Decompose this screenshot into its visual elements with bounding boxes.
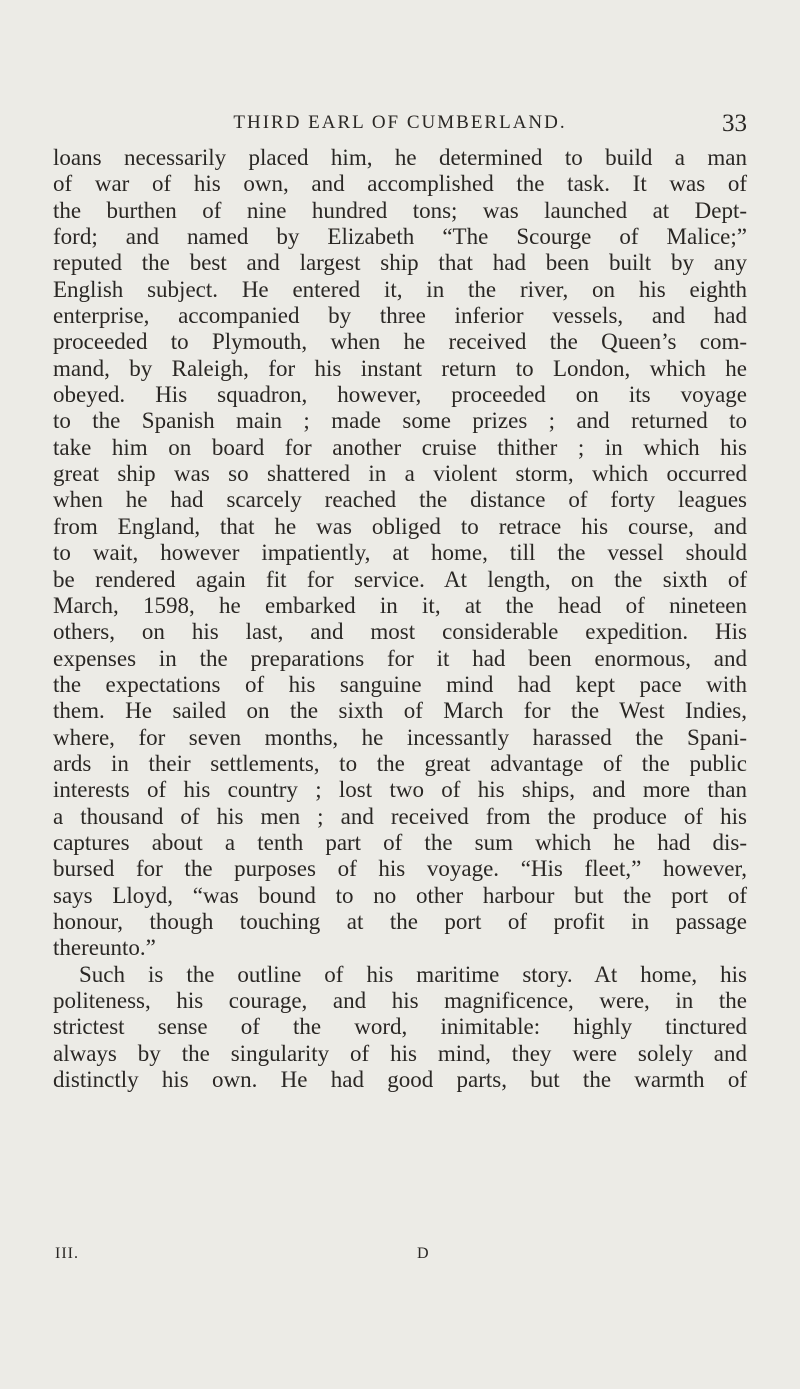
text-line: obeyed. His squadron, however, proceeded on its voyage: [53, 382, 747, 408]
page-footer: [0, 1245, 800, 1275]
text-line: Such is the outline of his maritime story. At home, his: [79, 961, 747, 987]
text-line: proceeded to Plymouth, when he received the Queen’s com-: [53, 329, 747, 355]
text-line: thereunto.”: [53, 935, 156, 961]
text-line: captures about a tenth part of the sum which he had dis-: [53, 829, 747, 855]
text-line: reputed the best and largest ship that had been built by any: [53, 250, 747, 276]
text-line: take him on board for another cruise thither ; in which his: [53, 434, 747, 460]
text-line: March, 1598, he embarked in it, at the head of nineteen: [53, 592, 747, 618]
page-number: 33: [722, 110, 747, 137]
text-line: expenses in the preparations for it had been enormous, and: [53, 645, 747, 671]
text-line: strictest sense of the word, inimitable: highly tinctured: [53, 1014, 747, 1040]
text-line: bursed for the purposes of his voyage. “His fleet,” however,: [53, 856, 747, 882]
text-line: English subject. He entered it, in the river, on his eighth: [53, 276, 747, 302]
text-line: a thousand of his men ; and received from the produce of his: [53, 803, 747, 829]
text-line: always by the singularity of his mind, they were solely and: [53, 1040, 747, 1066]
text-line: to wait, however impatiently, at home, till the vessel should: [53, 540, 747, 566]
text-line: honour, though touching at the port of profit in passage: [53, 908, 747, 934]
text-line: great ship was so shattered in a violent storm, which occurred: [53, 461, 747, 487]
text-line: others, on his last, and most considerable expedition. His: [53, 619, 747, 645]
text-line: loans necessarily placed him, he determined to build a man: [53, 145, 747, 170]
text-line: be rendered again fit for service. At length, on the sixth of: [53, 566, 747, 592]
text-line: to the Spanish main ; made some prizes ; and returned to: [53, 408, 747, 434]
text-line: from England, that he was obliged to retrace his course, and: [53, 513, 747, 539]
text-line: them. He sailed on the sixth of March for the West Indies,: [53, 698, 747, 724]
text-line: when he had scarcely reached the distance of forty leagues: [53, 487, 747, 513]
text-line: interests of his country ; lost two of his ships, and more than: [53, 777, 747, 803]
text-line: the expectations of his sanguine mind had kept pace with: [53, 671, 747, 697]
text-line: of war of his own, and accomplished the task. It was of: [53, 171, 747, 197]
text-line: says Lloyd, “was bound to no other harbour but the port of: [53, 882, 747, 908]
text-line: mand, by Raleigh, for his instant return to London, which he: [53, 355, 747, 381]
text-line: enterprise, accompanied by three inferior vessels, and had: [53, 303, 747, 329]
page-header: [0, 112, 800, 142]
running-head: THIRD EARL OF CUMBERLAND.: [233, 112, 567, 133]
signature-mark: D: [417, 1245, 429, 1262]
text-line: distinctly his own. He had good parts, but the warmth of: [53, 1067, 747, 1093]
text-line: ford; and named by Elizabeth “The Scourge of Malice;”: [53, 224, 747, 250]
volume-mark: III.: [55, 1245, 79, 1262]
text-line: politeness, his courage, and his magnificence, were, in the: [53, 988, 747, 1013]
text-line: ards in their settlements, to the great advantage of the public: [53, 750, 747, 776]
text-line: the burthen of nine hundred tons; was launched at Dept-: [53, 197, 747, 223]
body-text: [53, 145, 747, 1093]
text-line: where, for seven months, he incessantly harassed the Spani-: [53, 724, 747, 750]
